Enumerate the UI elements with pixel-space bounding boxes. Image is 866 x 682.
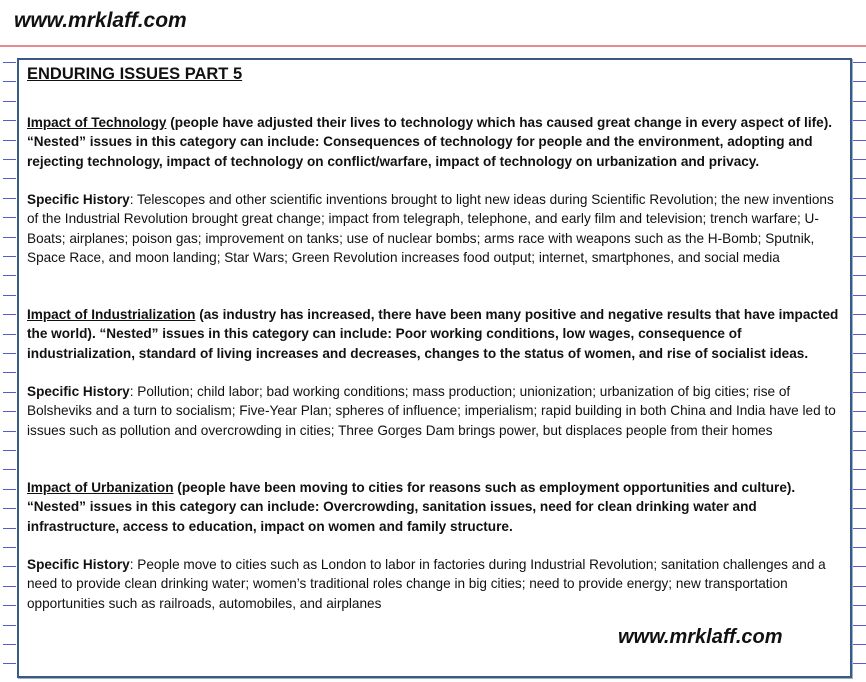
history-label: Specific History bbox=[27, 384, 130, 399]
rule-line-tick bbox=[853, 372, 866, 373]
rule-line-tick bbox=[853, 625, 866, 626]
rule-line-tick bbox=[853, 411, 866, 412]
rule-line-tick bbox=[3, 62, 16, 63]
section-urbanization-history bbox=[27, 555, 842, 613]
rule-line-tick bbox=[853, 644, 866, 645]
rule-line-tick bbox=[3, 178, 16, 179]
site-header-url[interactable]: www.mrklaff.com bbox=[14, 9, 187, 32]
rule-line-tick bbox=[853, 140, 866, 141]
rule-line-tick bbox=[3, 489, 16, 490]
rule-line-tick bbox=[3, 237, 16, 238]
rule-line-tick bbox=[3, 605, 16, 606]
rule-line-tick bbox=[3, 120, 16, 121]
rule-line-tick bbox=[853, 198, 866, 199]
history-text: : Pollution; child labor; bad working conditions; mass production; unionization; urbanization of big cities; rise of Bolsheviks and a turn to socialism; Five-Year Plan; spheres of influence; imperialism; rapid building in both China and India have led to issues such as pollution and overcrowding in cities; Three Gorges Dam brings power, but displaces people from their homes bbox=[27, 384, 836, 438]
rule-line-tick bbox=[853, 256, 866, 257]
section-industrialization-intro bbox=[27, 305, 842, 363]
rule-line-tick bbox=[853, 566, 866, 567]
rule-line-tick bbox=[3, 217, 16, 218]
rule-line-tick bbox=[3, 411, 16, 412]
margin-line bbox=[0, 45, 866, 47]
rule-line-tick bbox=[3, 392, 16, 393]
rule-line-tick bbox=[853, 314, 866, 315]
rule-line-tick bbox=[3, 101, 16, 102]
rule-line-tick bbox=[3, 256, 16, 257]
history-text: : Telescopes and other scientific inventions brought to light new ideas during Scientific Revolution; the new inventions of the Industrial Revolution brought great change; impact from telegraph, telephone, and early film and television; trench warfare; U-Boats; airplanes; poison gas; improvement on tanks; use of nuclear bombs; arms race with weapons such as the H-Bomb; Sputnik, Space Race, and moon landing; Star Wars; Green Revolution increases food output; internet, smartphones, and social media bbox=[27, 192, 834, 266]
rule-line-tick bbox=[853, 237, 866, 238]
rule-line-tick bbox=[3, 295, 16, 296]
rule-line-tick bbox=[3, 81, 16, 82]
rule-line-tick bbox=[3, 334, 16, 335]
rule-line-tick bbox=[3, 159, 16, 160]
rule-line-tick bbox=[853, 605, 866, 606]
section-intro-text: (people have been moving to cities for reasons such as employment opportunities and culture). “Nested” issues in this category can include: Overcrowding, sanitation issues, need for clean drinking water and infrastructure, access to education, impact on women and family structure. bbox=[27, 480, 796, 534]
section-technology-history bbox=[27, 190, 842, 268]
rule-line-tick bbox=[3, 450, 16, 451]
rule-line-tick bbox=[853, 508, 866, 509]
rule-line-tick bbox=[853, 217, 866, 218]
rule-line-tick bbox=[3, 625, 16, 626]
rule-line-tick bbox=[3, 566, 16, 567]
section-urbanization-intro bbox=[27, 478, 842, 536]
rule-line-tick bbox=[853, 101, 866, 102]
rule-line-tick bbox=[3, 644, 16, 645]
rule-line-tick bbox=[853, 81, 866, 82]
rule-line-tick bbox=[3, 508, 16, 509]
rule-line-tick bbox=[3, 314, 16, 315]
rule-line-tick bbox=[853, 392, 866, 393]
section-heading: Impact of Technology bbox=[27, 115, 167, 130]
rule-line-tick bbox=[853, 450, 866, 451]
rule-line-tick bbox=[853, 62, 866, 63]
rule-line-tick bbox=[3, 198, 16, 199]
rule-line-tick bbox=[3, 275, 16, 276]
section-heading: Impact of Urbanization bbox=[27, 480, 174, 495]
section-heading: Impact of Industrialization bbox=[27, 307, 196, 322]
rule-line-tick bbox=[3, 547, 16, 548]
rule-line-tick bbox=[853, 528, 866, 529]
rule-line-tick bbox=[853, 334, 866, 335]
rule-line-tick bbox=[853, 586, 866, 587]
rule-line-tick bbox=[853, 431, 866, 432]
rule-line-tick bbox=[3, 663, 16, 664]
history-text: : People move to cities such as London to labor in factories during Industrial Revolution; sanitation challenges and a need to provide clean drinking water; women’s traditional roles change in big cities; need to provide energy; new transportation opportunities such as railroads, automobiles, and airplanes bbox=[27, 557, 826, 611]
rule-line-tick bbox=[3, 372, 16, 373]
section-technology-intro bbox=[27, 113, 842, 171]
rule-line-tick bbox=[3, 586, 16, 587]
document-title: ENDURING ISSUES PART 5 bbox=[27, 65, 243, 83]
section-industrialization-history bbox=[27, 382, 842, 440]
rule-line-tick bbox=[853, 353, 866, 354]
rule-line-tick bbox=[3, 469, 16, 470]
rule-line-tick bbox=[853, 295, 866, 296]
section-intro-text: (as industry has increased, there have been many positive and negative results that have impacted the world). “Nested” issues in this category can include: Poor working conditions, low wages, consequence of industrialization, standard of living increases and decreases, changes to the status of women, and rise of socialist ideas. bbox=[27, 307, 839, 361]
rule-line-tick bbox=[853, 663, 866, 664]
rule-line-tick bbox=[853, 120, 866, 121]
rule-line-tick bbox=[3, 528, 16, 529]
rule-line-tick bbox=[3, 140, 16, 141]
rule-line-tick bbox=[853, 469, 866, 470]
rule-line-tick bbox=[853, 547, 866, 548]
rule-line-tick bbox=[853, 275, 866, 276]
footer-url[interactable]: www.mrklaff.com bbox=[618, 626, 783, 648]
rule-line-tick bbox=[3, 431, 16, 432]
rule-line-tick bbox=[3, 353, 16, 354]
history-label: Specific History bbox=[27, 192, 130, 207]
history-label: Specific History bbox=[27, 557, 130, 572]
section-intro-text: (people have adjusted their lives to technology which has caused great change in every aspect of life). “Nested” issues in this category can include: Consequences of technology for people and the environment, adopting and rejecting technology, impact of technology on conflict/warfare, impact of technology on urbanization and privacy. bbox=[27, 115, 832, 169]
rule-line-tick bbox=[853, 159, 866, 160]
rule-line-tick bbox=[853, 489, 866, 490]
rule-line-tick bbox=[853, 178, 866, 179]
